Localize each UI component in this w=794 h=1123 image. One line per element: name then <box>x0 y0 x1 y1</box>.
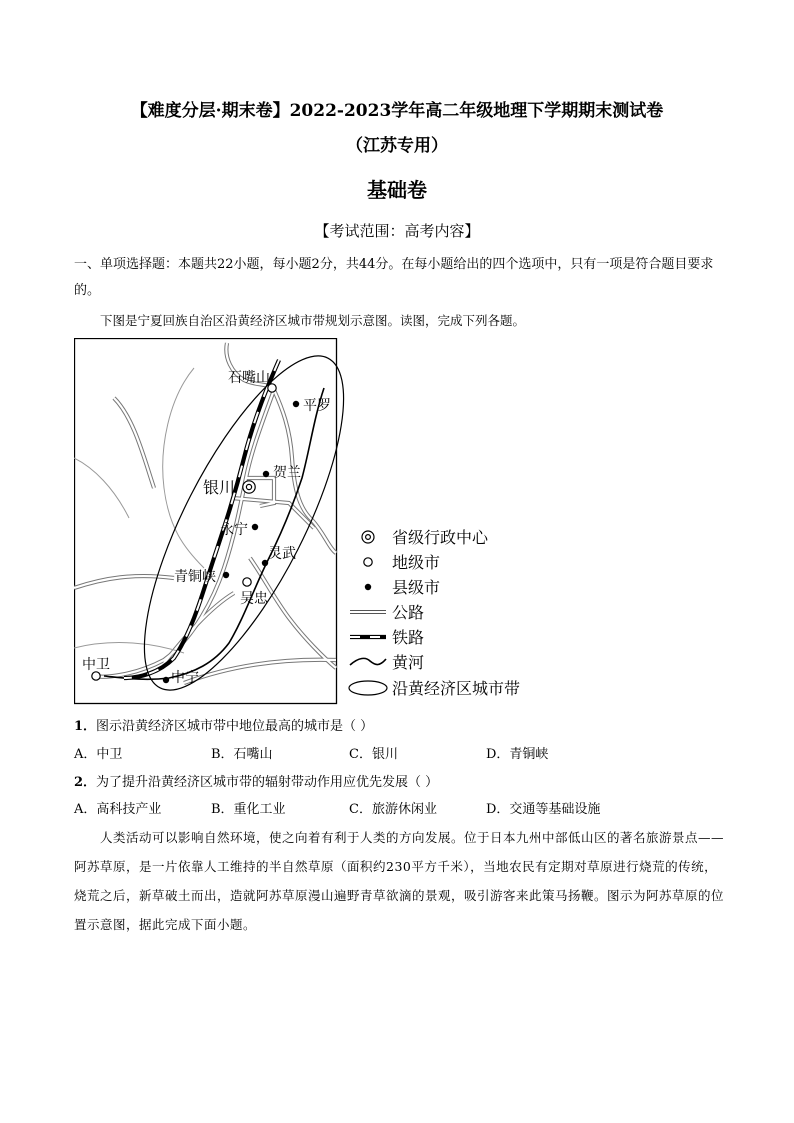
svg-text:县级市: 县级市 <box>392 580 441 597</box>
map-legend <box>349 529 520 698</box>
svg-text:石嘴山: 石嘴山 <box>228 369 270 385</box>
question-2-stem: 为了提升沿黄经济区城市带的辐射带动作用应优先发展（ ） <box>96 775 439 790</box>
question-1-number: 1． <box>74 719 97 734</box>
svg-text:银川: 银川 <box>203 480 236 497</box>
section-instruction: 一、单项选择题：本题共22小题，每小题2分，共44分。在每小题给出的四个选项中，只有一项是符合题目要求的。 <box>74 257 714 298</box>
city-pingluo <box>293 397 331 413</box>
q2-option-d[interactable]: D．交通等基础设施 <box>486 802 601 817</box>
question-1 <box>74 715 373 734</box>
question-intro-1: 下图是宁夏回族自治区沿黄经济区城市带规划示意图。读图，完成下列各题。 <box>100 313 526 328</box>
railway-dash <box>124 360 279 678</box>
svg-text:平罗: 平罗 <box>303 397 331 413</box>
svg-text:公路: 公路 <box>392 605 425 622</box>
question-2-number: 2． <box>74 775 97 790</box>
svg-text:地级市: 地级市 <box>392 555 441 572</box>
legend-road <box>350 604 424 622</box>
svg-text:贺兰: 贺兰 <box>273 464 301 480</box>
q1-option-a[interactable]: A．中卫 <box>74 747 123 762</box>
question-1-stem: 图示沿黄经济区城市带中地位最高的城市是（ ） <box>96 719 374 734</box>
ningxia-map-figure <box>74 338 554 706</box>
svg-text:永宁: 永宁 <box>220 521 248 537</box>
svg-text:中卫: 中卫 <box>82 656 110 672</box>
map-frame <box>75 339 337 704</box>
svg-text:灵武: 灵武 <box>268 545 296 561</box>
exam-subtitle: （江苏专用） <box>346 136 448 156</box>
svg-text:省级行政中心: 省级行政中心 <box>392 530 489 547</box>
roads <box>74 343 336 683</box>
q1-option-d[interactable]: D．青铜峡 <box>486 747 549 762</box>
legend-river <box>350 653 424 672</box>
svg-text:沿黄经济区城市带: 沿黄经济区城市带 <box>392 681 521 698</box>
yellow-river <box>104 388 324 679</box>
q2-option-b[interactable]: B．重化工业 <box>211 802 286 817</box>
svg-text:青铜峡: 青铜峡 <box>174 568 216 584</box>
svg-text:中宁: 中宁 <box>171 669 199 685</box>
exam-title: 【难度分层·期末卷】2022-2023学年高二年级地理下学期期末测试卷 <box>130 101 664 121</box>
legend-belt <box>349 679 520 698</box>
q1-option-b[interactable]: B．石嘴山 <box>211 747 273 762</box>
city-zhongning <box>163 669 199 685</box>
q2-option-c[interactable]: C．旅游休闲业 <box>349 802 437 817</box>
legend-county <box>365 579 440 597</box>
svg-text:黄河: 黄河 <box>392 655 425 672</box>
exam-scope: 【考试范围：高考内容】 <box>314 222 480 240</box>
railway <box>124 360 279 678</box>
svg-text:吴忠: 吴忠 <box>240 590 268 606</box>
question-intro-2: 人类活动可以影响自然环境，使之向着有利于人类的方向发展。位于日本九州中部低山区的著名旅游景点——阿苏草原，是一片依靠人工维持的半自然草原（面积约230平方千米），当地农民有定期对草原进行烧荒的传统，烧荒之后，新草破土而出，造就阿苏草原漫山遍野青草欲滴的景观，吸引游客来此策马扬鞭。图示为阿苏草原的位置示意图，据此完成下面小题。 <box>74 830 725 932</box>
exam-level: 基础卷 <box>367 178 427 202</box>
boundary-lines <box>74 368 204 653</box>
city-shizuishan <box>228 369 276 392</box>
legend-prefecture <box>364 553 440 572</box>
legend-railway <box>350 629 424 647</box>
city-yongning <box>220 521 258 537</box>
legend-capital <box>362 529 489 547</box>
q1-option-c[interactable]: C．银川 <box>349 747 398 762</box>
question-2 <box>74 771 438 790</box>
city-yinchuan <box>203 479 255 497</box>
q2-option-a[interactable]: A．高科技产业 <box>74 802 162 817</box>
svg-text:铁路: 铁路 <box>392 630 425 647</box>
